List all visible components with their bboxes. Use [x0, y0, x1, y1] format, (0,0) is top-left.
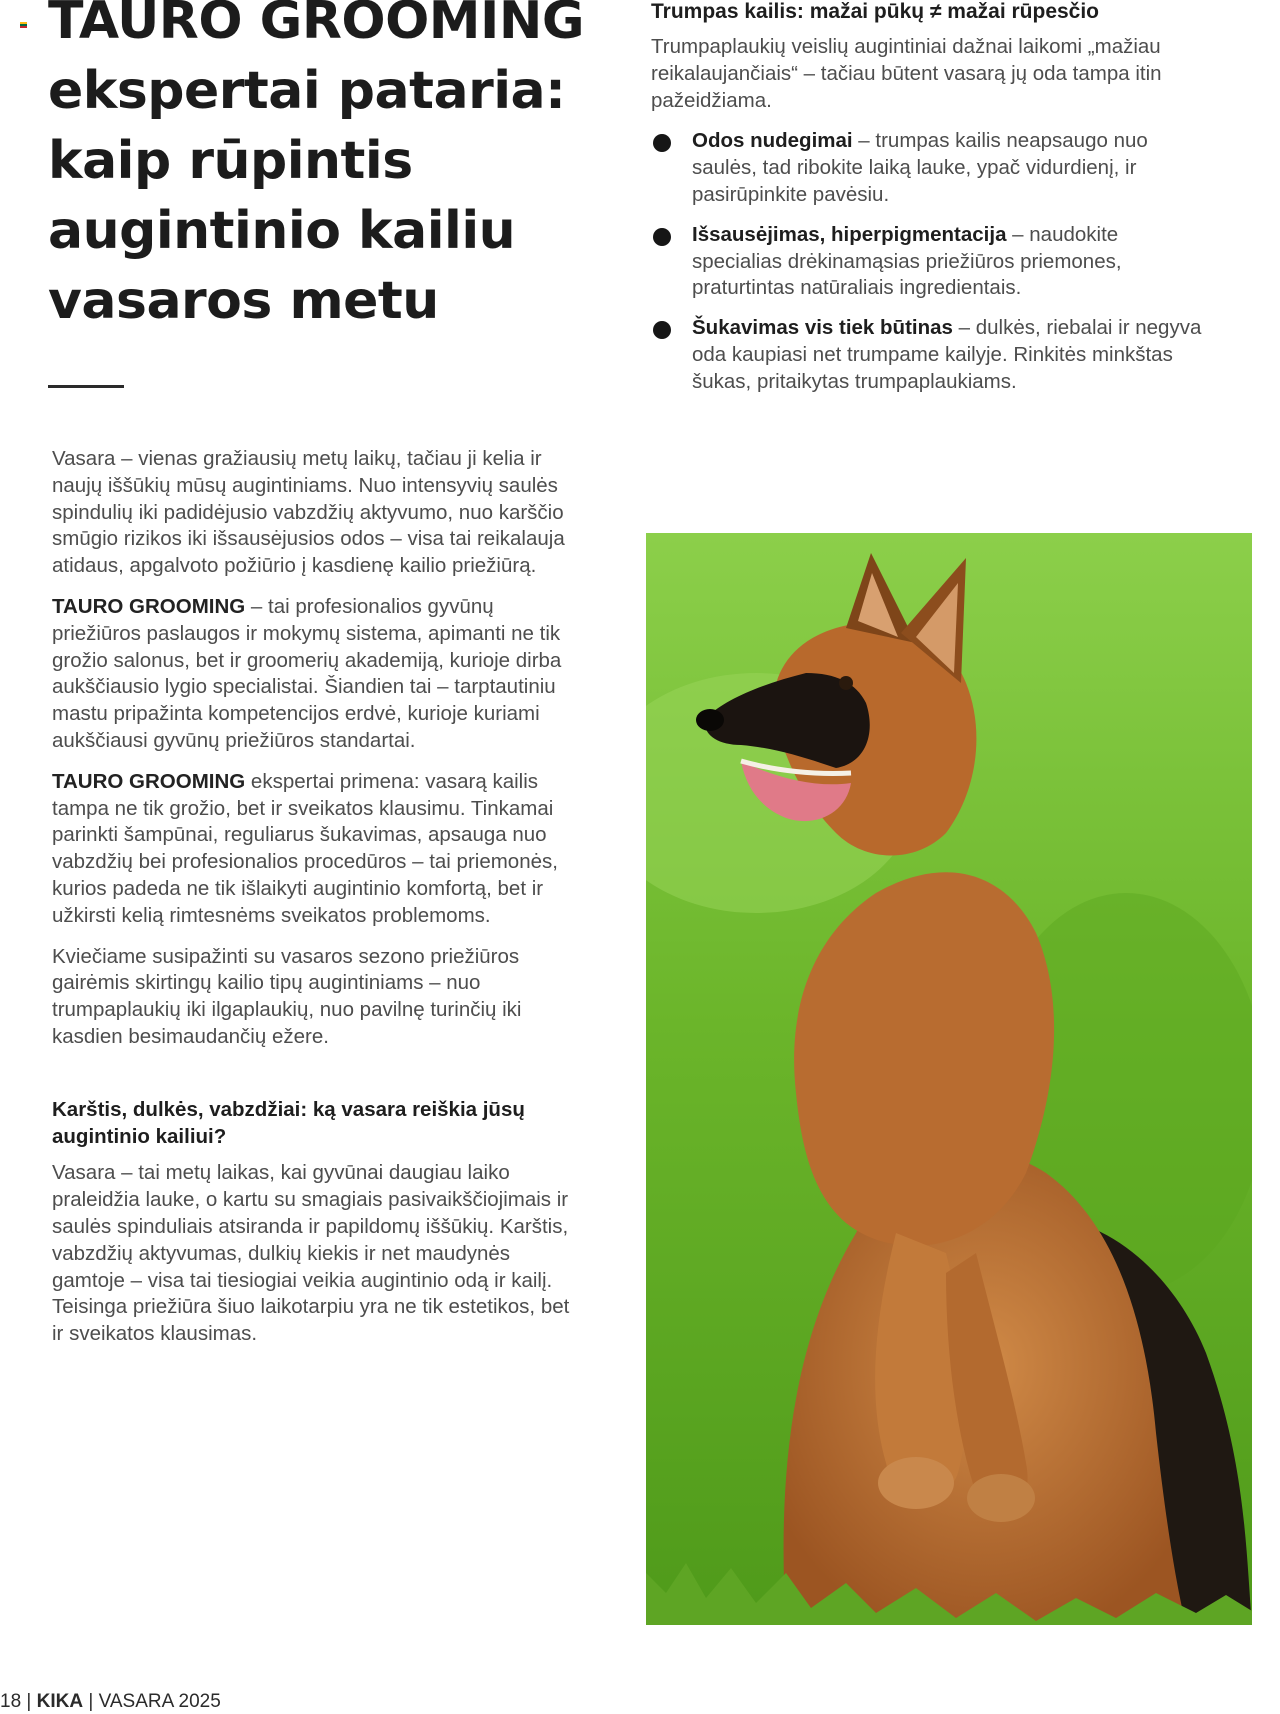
- bullet-dot-icon: [653, 228, 671, 246]
- article-headline: [48, 0, 608, 336]
- dog-paw-left: [878, 1457, 954, 1509]
- issue-name: VASARA 2025: [98, 1691, 221, 1712]
- headline-line: vasaros metu: [48, 271, 439, 331]
- bullet-dot-icon: [653, 321, 671, 339]
- brand-name: TAURO GROOMING: [52, 594, 246, 618]
- dog-photo: [646, 533, 1252, 1625]
- section-heading-short-coat: Trumpas kailis: mažai pūkų ≠ mažai rūpesčio: [651, 0, 1100, 23]
- folio-separator: |: [26, 1691, 32, 1712]
- brand-name: TAURO GROOMING: [52, 769, 246, 793]
- magazine-name: KIKA: [36, 1691, 84, 1712]
- dog-eye: [839, 676, 853, 690]
- bullet-text: – dulkės, riebalai ir negyva oda kaupiasi net trumpame kailyje. Rinkitės minkštas šukas, pritaikytas trumpaplaukiams.: [692, 316, 1202, 393]
- dog-illustration: [646, 533, 1252, 1625]
- page-number: 18: [0, 1691, 22, 1712]
- headline-line: kaip rūpintis: [48, 131, 413, 191]
- headline-divider: [48, 385, 124, 388]
- bullet-text: – naudokite specialias drėkinamąsias priežiūros priemones, praturtintas natūraliais ingredientais.: [692, 222, 1122, 300]
- headline-line: augintinio kailiu: [48, 201, 516, 261]
- section-heading-summer: Karštis, dulkės, vabzdžiai: ką vasara reiškia jūsų augintinio kailiui?: [52, 1097, 525, 1148]
- bullet-lead: Išsausėjimas, hiperpigmentacija: [692, 222, 1007, 246]
- invitation-paragraph: Kviečiame susipažinti su vasaros sezono priežiūros gairėmis skirtingų kailio tipų augintiniams – nuo trumpaplaukių iki ilgaplaukių, nuo pavilnę turinčių iki kasdien besimaudančių ežere.: [52, 944, 522, 1048]
- intro-paragraph: Vasara – vienas gražiausių metų laikų, tačiau ji kelia ir naujų iššūkių mūsų augintiniams. Nuo intensyvių saulės spindulių iki padidėjusio vabzdžių aktyvumo, nuo karščio smūgio rizikos iki išsausėjusios odos – visa tai reikalauja atidaus, apgalvoto požiūrio į kasdienę kailio priežiūrą.: [52, 447, 565, 578]
- experts-paragraph-text: ekspertai primena: vasarą kailis tampa ne tik grožio, bet ir sveikatos klausimu. Tinkamai parinkti šampūnai, reguliarus šukavimas, apsauga nuo vabzdžių bei profesionalios procedūros – tai priemonės, kurios padeda ne tik išlaikyti augintinio komfortą, bet ir užkirsti kelią rimtesnėms sveikatos problemoms.: [52, 769, 558, 927]
- flag-icon: [20, 22, 27, 28]
- experts-paragraph: [52, 769, 572, 930]
- headline-line: TAURO GROOMING: [48, 0, 585, 51]
- bullet-text: – trumpas kailis neapsaugo nuo saulės, tad ribokite laiką lauke, ypač vidurdienį, ir pasirūpinkite pavėsiu.: [692, 129, 1148, 206]
- dog-paw-right: [967, 1474, 1035, 1522]
- short-coat-intro: Trumpaplaukių veislių augintiniai dažnai laikomi „mažiau reikalaujančiais“ – tačiau būtent vasarą jų oda tampa itin pažeidžiama.: [651, 35, 1162, 112]
- right-column: [651, 0, 1211, 409]
- bullet-lead: Odos nudegimai: [692, 129, 853, 153]
- section-body-summer: Vasara – tai metų laikas, kai gyvūnai daugiau laiko praleidžia lauke, o kartu su smagiais pasivaikščiojimais ir saulės spinduliais atsiranda ir papildomų iššūkių. Karštis, vabzdžių aktyvumas, dulkių kiekis ir net maudynės gamtoje – visa tai tiesiogiai veikia augintinio odą ir kailį. Teisinga priežiūra šiuo laikotarpiu yra ne tik estetikos, bet ir sveikatos klausimas.: [52, 1161, 570, 1346]
- left-column: [52, 446, 572, 1362]
- brand-paragraph: [52, 594, 572, 755]
- flag-stripe-red: [20, 26, 27, 28]
- bullet-item: [651, 128, 1211, 208]
- bullet-item: [651, 222, 1211, 302]
- bullet-dot-icon: [653, 134, 671, 152]
- bullet-item: [651, 315, 1211, 395]
- folio-separator: |: [88, 1691, 94, 1712]
- brand-paragraph-text: – tai profesionalios gyvūnų priežiūros paslaugos ir mokymų sistema, apimanti ne tik grožio salonus, bet ir groomerių akademiją, kurioje dirba aukščiausio lygio specialistai. Šiandien tai – tarptautiniu mastu pripažinta kompetencijos erdvė, kurioje kuriami aukščiausi gyvūnų priežiūros standartai.: [52, 594, 562, 752]
- headline-line: ekspertai pataria:: [48, 61, 566, 121]
- page-folio: [0, 1690, 221, 1714]
- dog-nose: [696, 709, 724, 731]
- bullet-lead: Šukavimas vis tiek būtinas: [692, 316, 953, 340]
